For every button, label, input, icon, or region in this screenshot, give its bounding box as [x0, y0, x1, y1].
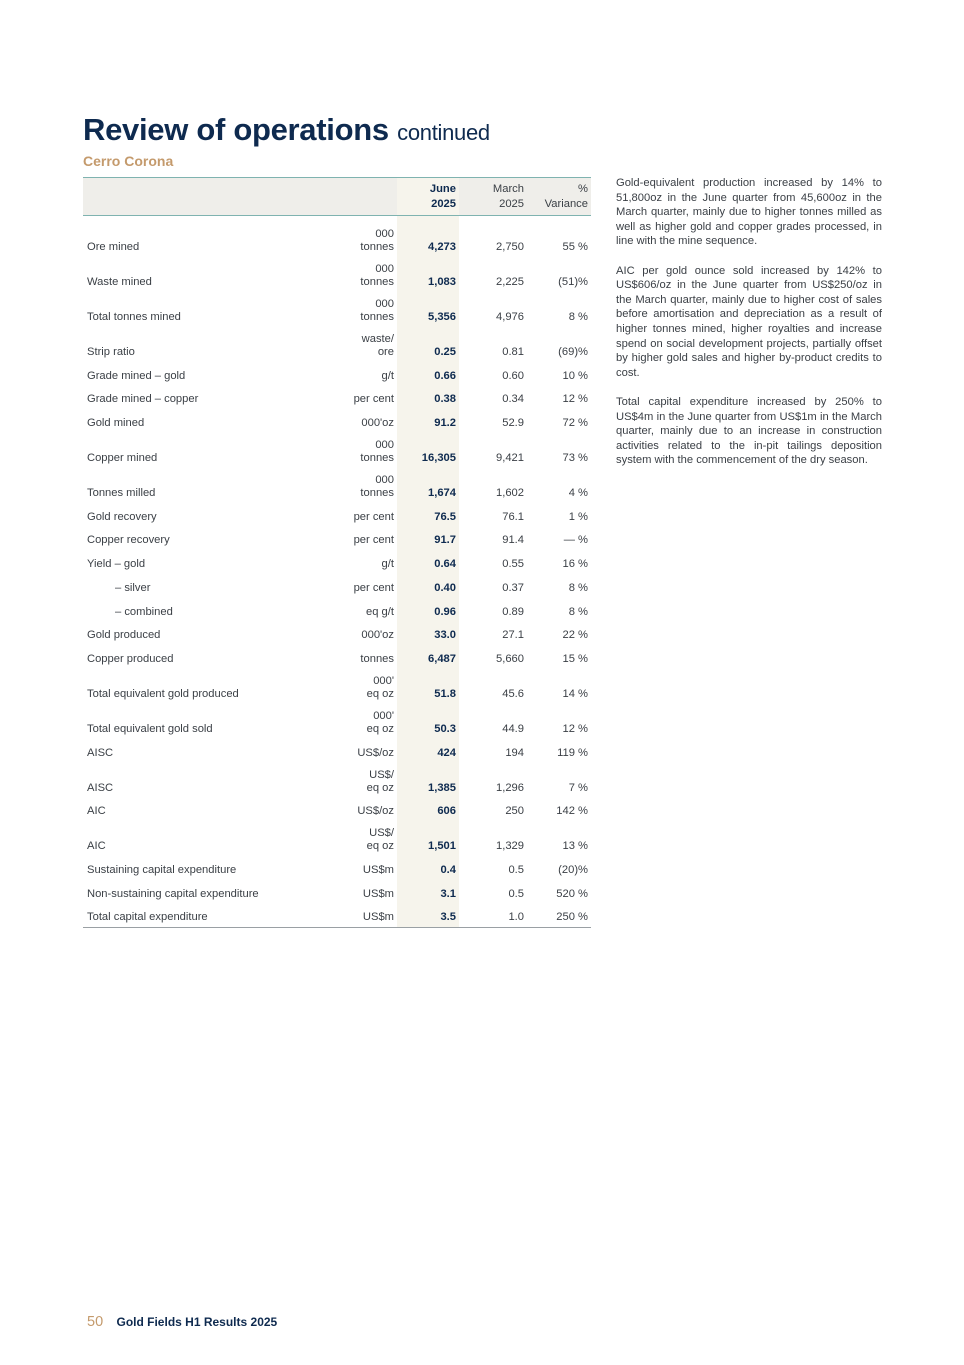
row-label: Waste mined	[87, 276, 152, 288]
june-value: 1,501	[397, 821, 459, 856]
row-label: Copper mined	[87, 452, 158, 465]
row-unit: 000'oz	[361, 417, 394, 430]
header-june: June 2025	[397, 178, 459, 216]
march-value: 0.60	[502, 369, 524, 382]
march-value: 76.1	[502, 510, 524, 523]
row-label: – silver	[115, 581, 151, 594]
header-variance: % Variance	[527, 178, 591, 216]
row-label: – combined	[115, 605, 173, 618]
march-value: 91.4	[502, 534, 524, 547]
table-row	[83, 386, 591, 410]
row-label: Copper recovery	[87, 534, 170, 547]
row-unit: US$/ eq oz	[366, 827, 394, 853]
table-row	[83, 433, 591, 468]
row-unit: US$m	[362, 887, 394, 900]
variance-value: 8 %	[568, 581, 588, 594]
variance-value: 8 %	[568, 311, 588, 323]
row-label: Copper produced	[87, 652, 174, 665]
june-value: 0.38	[397, 386, 459, 410]
june-value: 51.8	[397, 669, 459, 704]
june-value: 16,305	[397, 433, 459, 468]
march-value: 0.55	[502, 558, 524, 571]
table-row	[83, 409, 591, 433]
variance-value: 14 %	[562, 687, 588, 700]
june-value: 4,273	[397, 216, 459, 258]
march-value: 0.34	[502, 393, 524, 406]
row-unit: per cent	[353, 510, 394, 523]
march-value: 52.9	[502, 417, 524, 430]
row-label: Yield – gold	[87, 558, 146, 571]
page-title-main: Review of operations	[83, 112, 389, 147]
row-unit: US$m	[331, 904, 397, 928]
row-unit: 000 tonnes	[360, 228, 394, 253]
table-row	[83, 327, 591, 362]
variance-value: 13 %	[562, 840, 588, 853]
table-row	[83, 216, 591, 258]
header-march: March 2025	[459, 178, 527, 216]
section-subtitle: Cerro Corona	[83, 153, 174, 169]
june-value: 91.7	[397, 527, 459, 551]
row-label: Total equivalent gold produced	[87, 687, 239, 700]
march-value: 0.81	[502, 346, 524, 358]
june-value: 0.66	[397, 362, 459, 386]
variance-value: 15 %	[562, 652, 588, 665]
march-value: 1,602	[496, 487, 524, 500]
table-row	[83, 798, 591, 822]
table-row	[83, 468, 591, 503]
table-row	[83, 704, 591, 739]
june-value: 3.5	[397, 904, 459, 928]
table-row	[83, 550, 591, 574]
operations-table	[83, 177, 591, 928]
page-number: 50	[87, 1314, 104, 1330]
commentary-paragraph: Total capital expenditure increased by 250% to US$4m in the June quarter from US$1m in the March quarter, mainly due to an increase in construction activities related to the in-pit tailings deposition system with the commencement of the dry season.	[616, 395, 882, 467]
row-unit: per cent	[353, 581, 394, 594]
variance-value: 55 %	[562, 241, 588, 253]
table-row	[83, 362, 591, 386]
table-row	[83, 257, 591, 292]
variance-value: 73 %	[562, 452, 588, 465]
row-label: Total tonnes mined	[87, 311, 181, 323]
commentary-paragraph: Gold-equivalent production increased by 14% to 51,800oz in the June quarter from 45,600oz in the March quarter, mainly due to higher tonnes milled as well as higher gold and copper grades processed, in line with the mine sequence.	[616, 177, 882, 248]
variance-value: (20)%	[558, 863, 588, 876]
variance-value: 72 %	[562, 417, 588, 430]
row-label: Non-sustaining capital expenditure	[87, 887, 259, 900]
row-unit: per cent	[353, 534, 394, 547]
row-unit: eq g/t	[366, 605, 394, 618]
march-value: 250	[505, 805, 524, 818]
row-label: AISC	[87, 781, 114, 794]
document-name: Gold Fields H1 Results 2025	[116, 1315, 278, 1329]
table-row	[83, 739, 591, 763]
variance-value: — %	[563, 534, 588, 547]
row-unit: US$/oz	[357, 805, 394, 818]
march-value: 5,660	[496, 652, 524, 665]
row-unit: US$m	[362, 863, 394, 876]
table-row	[83, 292, 591, 327]
row-unit: 000'oz	[361, 629, 394, 642]
march-value: 2,750	[496, 241, 524, 253]
table-row	[83, 503, 591, 527]
march-value: 9,421	[496, 452, 524, 465]
row-unit: 000' eq oz	[366, 709, 394, 735]
table-row	[83, 856, 591, 880]
june-value: 5,356	[397, 292, 459, 327]
variance-value: (51)%	[558, 276, 588, 288]
row-label: Grade mined – gold	[87, 369, 186, 382]
table-row	[83, 598, 591, 622]
row-label: Grade mined – copper	[87, 393, 199, 406]
june-value: 0.4	[397, 856, 459, 880]
table-row	[83, 622, 591, 646]
march-value: 194	[505, 746, 524, 759]
march-value: 0.5	[508, 887, 524, 900]
row-unit: tonnes	[360, 652, 394, 665]
page-title	[83, 112, 490, 148]
table-row	[83, 880, 591, 904]
table-row	[83, 527, 591, 551]
table-row	[83, 645, 591, 669]
june-value: 76.5	[397, 503, 459, 527]
row-label: Tonnes milled	[87, 487, 156, 500]
june-value: 33.0	[397, 622, 459, 646]
variance-value: 12 %	[562, 722, 588, 735]
variance-value: 16 %	[562, 558, 588, 571]
june-value: 0.25	[397, 327, 459, 362]
row-label: Strip ratio	[87, 346, 135, 358]
march-value: 44.9	[502, 722, 524, 735]
row-unit: 000 tonnes	[360, 263, 394, 288]
march-value: 1.0	[459, 904, 527, 928]
june-value: 1,083	[397, 257, 459, 292]
june-value: 1,385	[397, 763, 459, 798]
variance-value: 142 %	[556, 805, 588, 818]
row-unit: US$/ eq oz	[366, 768, 394, 794]
row-label: Total capital expenditure	[83, 904, 331, 928]
march-value: 27.1	[502, 629, 524, 642]
row-label: Ore mined	[87, 241, 140, 253]
row-unit: 000 tonnes	[360, 439, 394, 465]
variance-value: 250 %	[527, 904, 591, 928]
header-unit	[331, 178, 397, 216]
row-label: Gold mined	[87, 417, 145, 430]
row-unit: waste/ ore	[361, 333, 394, 358]
june-value: 50.3	[397, 704, 459, 739]
march-value: 1,329	[496, 840, 524, 853]
march-value: 0.89	[502, 605, 524, 618]
table-row	[83, 904, 591, 928]
table-header-row	[83, 178, 591, 216]
row-unit: per cent	[353, 393, 394, 406]
march-value: 45.6	[502, 687, 524, 700]
row-unit: 000 tonnes	[360, 474, 394, 500]
table-body	[83, 216, 591, 928]
june-value: 91.2	[397, 409, 459, 433]
row-unit: g/t	[381, 369, 394, 382]
row-unit: g/t	[381, 558, 394, 571]
row-label: AIC	[87, 805, 106, 818]
march-value: 1,296	[496, 781, 524, 794]
june-value: 0.40	[397, 574, 459, 598]
variance-value: 8 %	[568, 605, 588, 618]
variance-value: 7 %	[568, 781, 588, 794]
march-value: 0.5	[508, 863, 524, 876]
variance-value: 12 %	[562, 393, 588, 406]
march-value: 0.37	[502, 581, 524, 594]
row-label: Gold recovery	[87, 510, 157, 523]
row-unit: US$/oz	[357, 746, 394, 759]
row-label: AIC	[87, 840, 106, 853]
table-row	[83, 669, 591, 704]
header-label	[83, 178, 331, 216]
june-value: 6,487	[397, 645, 459, 669]
june-value: 0.96	[397, 598, 459, 622]
commentary-paragraph: AIC per gold ounce sold increased by 142% to US$606/oz in the June quarter from US$250/oz in the March quarter, mainly due to higher cost of sales before amortisation and depreciation as a result of higher tonnes mined, higher royalties and increase spend on social development projects, partially offset by higher gold sales and higher by-product credits to cost.	[616, 264, 882, 379]
row-label: Total equivalent gold sold	[87, 722, 213, 735]
variance-value: 4 %	[568, 487, 588, 500]
row-unit: 000 tonnes	[360, 298, 394, 323]
june-value: 0.64	[397, 550, 459, 574]
table-row	[83, 821, 591, 856]
variance-value: 119 %	[557, 746, 588, 759]
commentary	[616, 176, 882, 482]
june-value: 424	[397, 739, 459, 763]
row-label: Sustaining capital expenditure	[87, 863, 237, 876]
variance-value: 1 %	[568, 510, 588, 523]
march-value: 4,976	[496, 311, 524, 323]
variance-value: 520 %	[556, 887, 588, 900]
march-value: 2,225	[496, 276, 524, 288]
variance-value: 10 %	[562, 369, 588, 382]
variance-value: (69)%	[558, 346, 588, 358]
variance-value: 22 %	[562, 629, 588, 642]
june-value: 1,674	[397, 468, 459, 503]
table-row	[83, 574, 591, 598]
row-label: Gold produced	[87, 629, 161, 642]
june-value: 3.1	[397, 880, 459, 904]
page-title-suffix: continued	[397, 120, 490, 145]
row-label: AISC	[87, 746, 114, 759]
june-value: 606	[397, 798, 459, 822]
table-row	[83, 763, 591, 798]
page-footer	[87, 1314, 277, 1330]
row-unit: 000' eq oz	[366, 674, 394, 700]
